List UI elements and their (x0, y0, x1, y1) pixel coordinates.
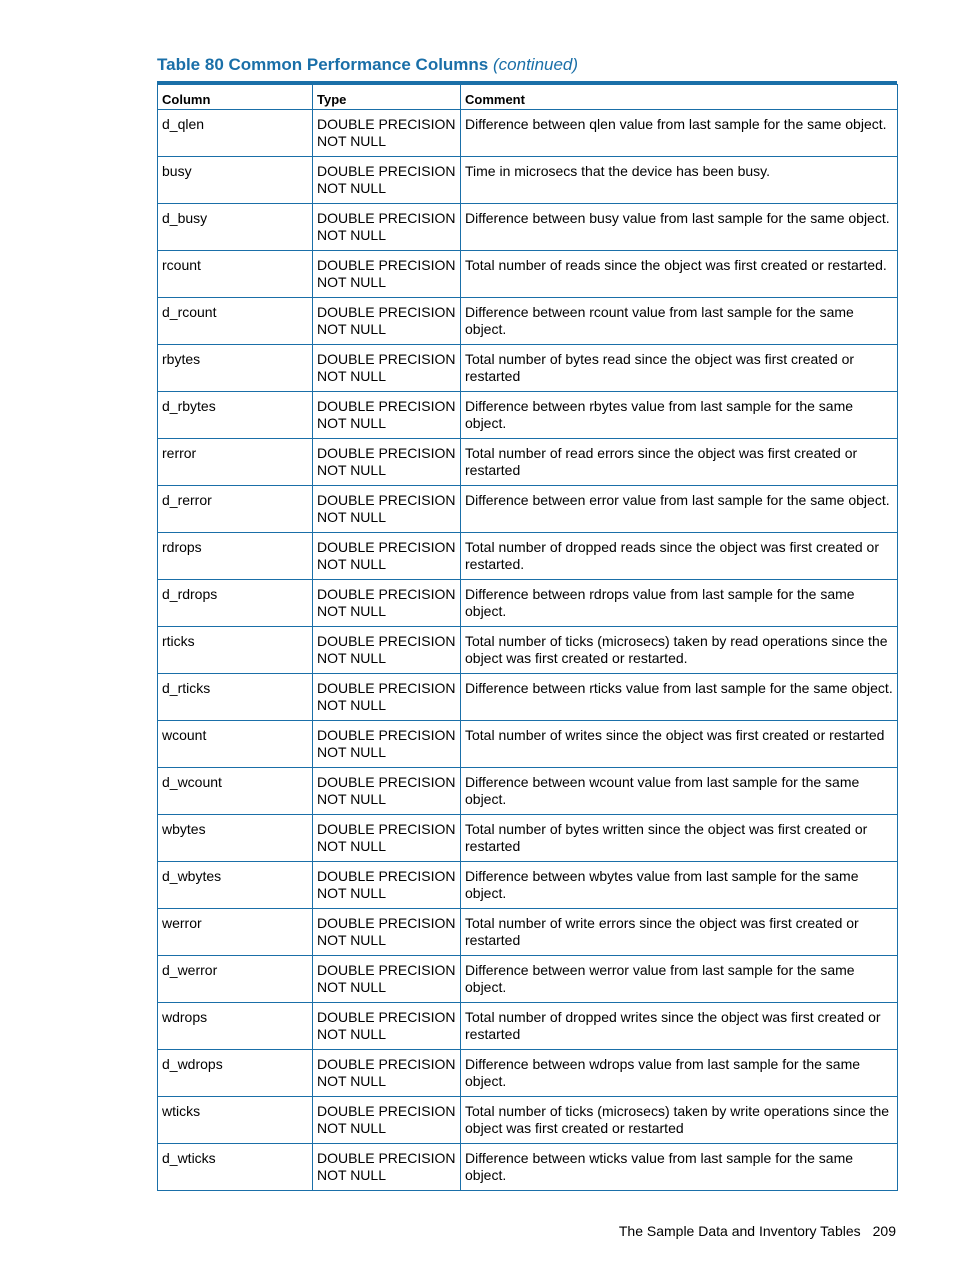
table-row (158, 345, 898, 392)
table-row (158, 1003, 898, 1050)
cell-column-name: d_wbytes (158, 862, 313, 909)
table-row (158, 580, 898, 627)
table-row (158, 1050, 898, 1097)
table-row (158, 674, 898, 721)
cell-column-name: rticks (158, 627, 313, 674)
cell-comment: Difference between qlen value from last sample for the same object. (461, 110, 898, 157)
cell-comment: Difference between wdrops value from last sample for the same object. (461, 1050, 898, 1097)
table-caption (157, 55, 578, 75)
cell-type: DOUBLE PRECISION NOT NULL (313, 768, 461, 815)
cell-type: DOUBLE PRECISION NOT NULL (313, 439, 461, 486)
cell-column-name: werror (158, 909, 313, 956)
cell-column-name: d_wticks (158, 1144, 313, 1191)
cell-comment: Difference between wticks value from last sample for the same object. (461, 1144, 898, 1191)
cell-column-name: d_busy (158, 204, 313, 251)
page-number: 209 (872, 1223, 896, 1239)
cell-type: DOUBLE PRECISION NOT NULL (313, 533, 461, 580)
cell-comment: Total number of bytes written since the object was first created or restarted (461, 815, 898, 862)
table-row (158, 157, 898, 204)
cell-column-name: busy (158, 157, 313, 204)
cell-type: DOUBLE PRECISION NOT NULL (313, 956, 461, 1003)
cell-type: DOUBLE PRECISION NOT NULL (313, 1144, 461, 1191)
table-row (158, 110, 898, 157)
cell-type: DOUBLE PRECISION NOT NULL (313, 721, 461, 768)
table-row (158, 1097, 898, 1144)
cell-type: DOUBLE PRECISION NOT NULL (313, 298, 461, 345)
cell-column-name: d_wdrops (158, 1050, 313, 1097)
cell-type: DOUBLE PRECISION NOT NULL (313, 204, 461, 251)
performance-columns-table (157, 84, 898, 1191)
cell-type: DOUBLE PRECISION NOT NULL (313, 627, 461, 674)
cell-comment: Total number of writes since the object was first created or restarted (461, 721, 898, 768)
table-row (158, 721, 898, 768)
table-row (158, 862, 898, 909)
cell-comment: Difference between werror value from last sample for the same object. (461, 956, 898, 1003)
table-row (158, 251, 898, 298)
table-title: Table 80 Common Performance Columns (157, 55, 489, 74)
table-row (158, 909, 898, 956)
cell-comment: Difference between rbytes value from last sample for the same object. (461, 392, 898, 439)
table-row (158, 768, 898, 815)
cell-type: DOUBLE PRECISION NOT NULL (313, 815, 461, 862)
cell-comment: Total number of dropped writes since the object was first created or restarted (461, 1003, 898, 1050)
table-row (158, 204, 898, 251)
cell-type: DOUBLE PRECISION NOT NULL (313, 157, 461, 204)
cell-comment: Total number of ticks (microsecs) taken by read operations since the object was first created or restarted. (461, 627, 898, 674)
cell-column-name: d_rcount (158, 298, 313, 345)
cell-type: DOUBLE PRECISION NOT NULL (313, 392, 461, 439)
cell-type: DOUBLE PRECISION NOT NULL (313, 862, 461, 909)
cell-column-name: wcount (158, 721, 313, 768)
cell-type: DOUBLE PRECISION NOT NULL (313, 909, 461, 956)
cell-comment: Total number of dropped reads since the object was first created or restarted. (461, 533, 898, 580)
cell-column-name: d_werror (158, 956, 313, 1003)
cell-column-name: wbytes (158, 815, 313, 862)
cell-comment: Total number of ticks (microsecs) taken by write operations since the object was first created or restarted (461, 1097, 898, 1144)
cell-type: DOUBLE PRECISION NOT NULL (313, 580, 461, 627)
cell-comment: Total number of write errors since the object was first created or restarted (461, 909, 898, 956)
header-type: Type (313, 85, 461, 110)
header-column: Column (158, 85, 313, 110)
table-row (158, 298, 898, 345)
table-row (158, 815, 898, 862)
cell-comment: Difference between rcount value from last sample for the same object. (461, 298, 898, 345)
table-row (158, 1144, 898, 1191)
cell-column-name: d_wcount (158, 768, 313, 815)
cell-column-name: rbytes (158, 345, 313, 392)
cell-comment: Total number of bytes read since the object was first created or restarted (461, 345, 898, 392)
cell-column-name: d_rbytes (158, 392, 313, 439)
cell-type: DOUBLE PRECISION NOT NULL (313, 345, 461, 392)
cell-type: DOUBLE PRECISION NOT NULL (313, 1003, 461, 1050)
cell-comment: Total number of read errors since the object was first created or restarted (461, 439, 898, 486)
cell-column-name: d_qlen (158, 110, 313, 157)
cell-comment: Total number of reads since the object was first created or restarted. (461, 251, 898, 298)
cell-comment: Difference between wcount value from last sample for the same object. (461, 768, 898, 815)
footer-section-title: The Sample Data and Inventory Tables (618, 1223, 861, 1239)
cell-comment: Time in microsecs that the device has been busy. (461, 157, 898, 204)
table-continued-label: (continued) (493, 55, 579, 74)
cell-column-name: rcount (158, 251, 313, 298)
table-row (158, 956, 898, 1003)
cell-type: DOUBLE PRECISION NOT NULL (313, 1050, 461, 1097)
table-row (158, 439, 898, 486)
cell-column-name: d_rerror (158, 486, 313, 533)
page-footer (619, 1223, 896, 1239)
cell-column-name: wdrops (158, 1003, 313, 1050)
table-header-row (158, 85, 898, 110)
cell-type: DOUBLE PRECISION NOT NULL (313, 251, 461, 298)
cell-comment: Difference between rdrops value from last sample for the same object. (461, 580, 898, 627)
cell-column-name: d_rdrops (158, 580, 313, 627)
table-row (158, 392, 898, 439)
header-comment: Comment (461, 85, 898, 110)
cell-comment: Difference between error value from last sample for the same object. (461, 486, 898, 533)
table-row (158, 627, 898, 674)
cell-type: DOUBLE PRECISION NOT NULL (313, 1097, 461, 1144)
cell-column-name: rdrops (158, 533, 313, 580)
cell-comment: Difference between busy value from last sample for the same object. (461, 204, 898, 251)
cell-type: DOUBLE PRECISION NOT NULL (313, 486, 461, 533)
cell-comment: Difference between wbytes value from last sample for the same object. (461, 862, 898, 909)
cell-column-name: d_rticks (158, 674, 313, 721)
cell-column-name: wticks (158, 1097, 313, 1144)
table-row (158, 533, 898, 580)
table-row (158, 486, 898, 533)
cell-column-name: rerror (158, 439, 313, 486)
cell-comment: Difference between rticks value from last sample for the same object. (461, 674, 898, 721)
cell-type: DOUBLE PRECISION NOT NULL (313, 674, 461, 721)
cell-type: DOUBLE PRECISION NOT NULL (313, 110, 461, 157)
